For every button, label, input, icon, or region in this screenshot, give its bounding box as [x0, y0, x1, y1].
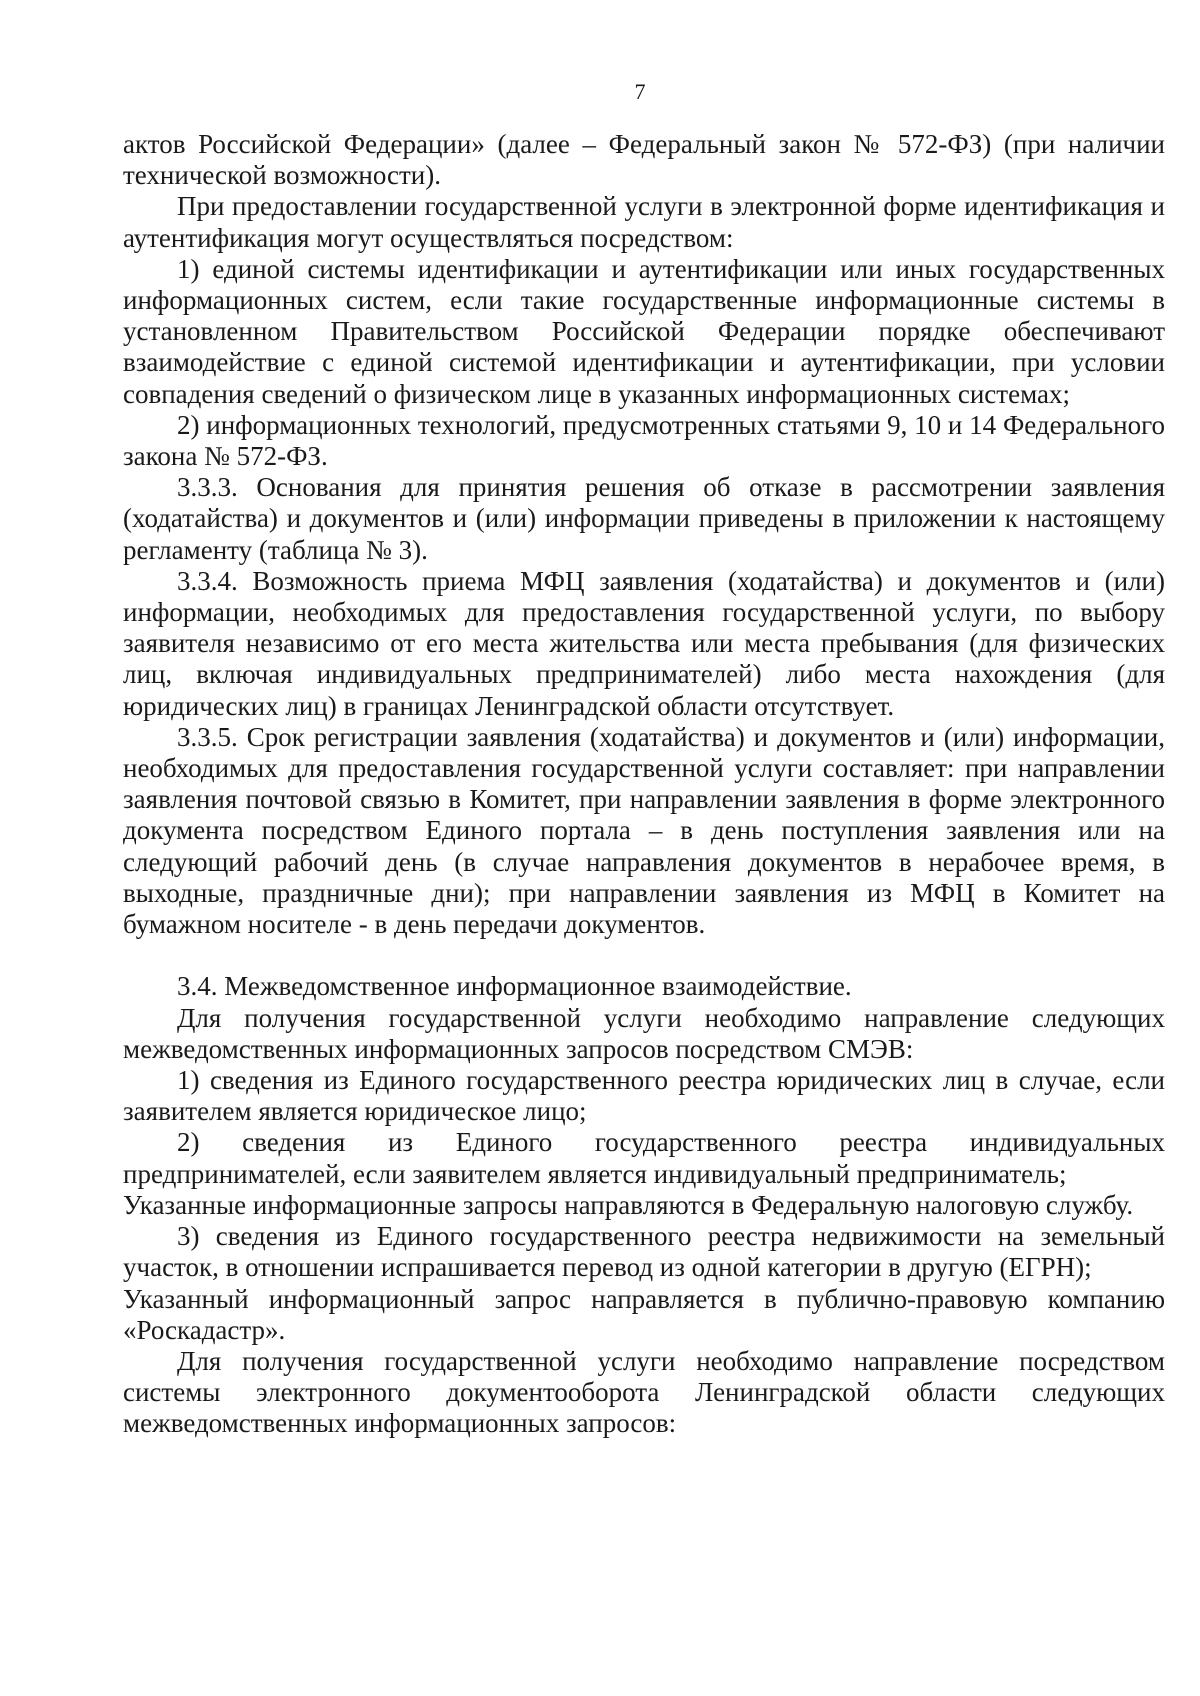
paragraph-roskadastr-note: Указанный информационный запрос направляется в публично-правовую компанию «Роскадастр».	[123, 1283, 1165, 1345]
paragraph-identification-intro: При предоставлении государственной услуги в электронной форме идентификация и аутентификация могут осуществляться посредством:	[123, 191, 1165, 253]
paragraph-3-3-5: 3.3.5. Срок регистрации заявления (ходатайства) и документов и (или) информации, необходимых для предоставления государственной услуги составляет: при направлении заявления почтовой связью в Комитет, при направлении заявления в форме электронного документа посредством Единого портала – в день поступления заявления или на следующий рабочий день (в случае направления документов в нерабочее время, в выходные, праздничные дни); при направлении заявления из МФЦ в Комитет на бумажном носителе - в день передачи документов.	[123, 721, 1165, 940]
paragraph-tax-service-note: Указанные информационные запросы направляются в Федеральную налоговую службу.	[123, 1189, 1134, 1220]
document-body	[123, 129, 1165, 1440]
list-item-egrn: 3) сведения из Единого государственного реестра недвижимости на земельный участок, в отношении испрашивается перевод из одной категории в другую (ЕГРН);	[123, 1221, 1165, 1283]
paragraph-3-3-4: 3.3.4. Возможность приема МФЦ заявления (ходатайства) и документов и (или) информации, необходимых для предоставления государственной услуги, по выбору заявителя независимо от его места жительства или места пребывания (для физических лиц, включая индивидуальных предпринимателей) либо места нахождения (для юридических лиц) в границах Ленинградской области отсутствует.	[123, 565, 1165, 721]
paragraph-3-3-3: 3.3.3. Основания для принятия решения об отказе в рассмотрении заявления (ходатайства) и документов и (или) информации приведены в приложении к настоящему регламенту (таблица № 3).	[123, 472, 1165, 565]
paragraph-continuation: актов Российской Федерации» (далее – Федеральный закон № 572-ФЗ) (при наличии технической возможности).	[123, 129, 1165, 191]
paragraph-smev-requests: Для получения государственной услуги необходимо направление следующих межведомственных информационных запросов посредством СМЭВ:	[123, 1002, 1165, 1064]
list-item-egrip: 2) сведения из Единого государственного реестра индивидуальных предпринимателей, если заявителем является индивидуальный предприниматель;	[123, 1127, 1165, 1189]
page-number: 7	[634, 79, 646, 104]
list-item-egrul: 1) сведения из Единого государственного реестра юридических лиц в случае, если заявителем является юридическое лицо;	[123, 1065, 1165, 1127]
list-item-esia: 1) единой системы идентификации и аутентификации или иных государственных информационных систем, если такие государственные информационные системы в установленном Правительством Российской Федерации порядке обеспечивают взаимодействие с единой системой идентификации и аутентификации, при условии совпадения сведений о физическом лице в указанных информационных системах;	[123, 253, 1165, 409]
paragraph-edo-requests: Для получения государственной услуги необходимо направление посредством системы электронного документооборота Ленинградской области следующих межведомственных информационных запросов:	[123, 1345, 1165, 1439]
section-heading-3-4: 3.4. Межведомственное информационное взаимодействие.	[177, 971, 852, 1002]
list-item-info-technologies: 2) информационных технологий, предусмотренных статьями 9, 10 и 14 Федерального закона № 572-ФЗ.	[123, 409, 1165, 472]
